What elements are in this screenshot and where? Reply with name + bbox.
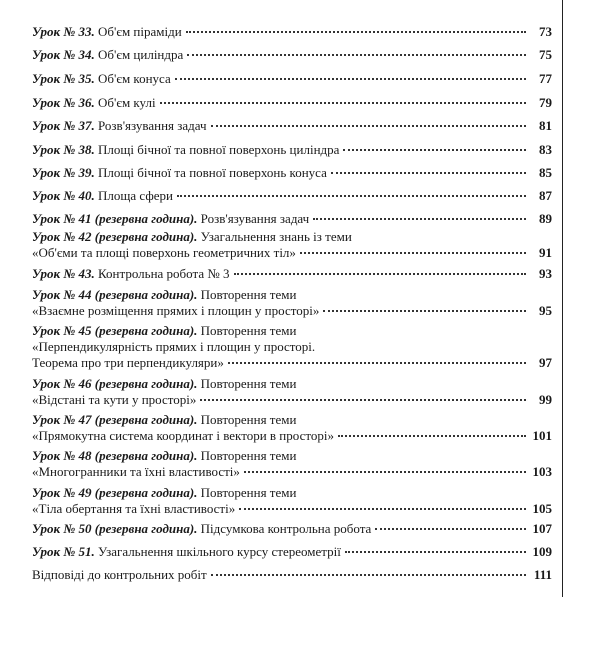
dot-leader — [187, 53, 526, 56]
dot-leader — [300, 251, 526, 254]
page-number: 107 — [532, 521, 552, 536]
lesson-title: Об'єм конуса — [98, 71, 171, 86]
dot-leader — [200, 398, 526, 401]
reserve-hour-note: (резервна година). — [94, 485, 198, 500]
lesson-title: Повторення теми — [200, 485, 297, 500]
lesson-number: Урок № 34. — [32, 47, 95, 62]
page-number: 99 — [539, 392, 552, 407]
page-number: 111 — [533, 567, 552, 582]
toc-entry-38[interactable] — [32, 142, 552, 158]
toc-entry-49[interactable] — [32, 485, 552, 517]
lesson-number: Урок № 51. — [32, 544, 95, 559]
reserve-hour-note: (резервна година). — [94, 412, 198, 427]
toc-entry-46[interactable] — [32, 376, 552, 408]
toc-entry-37[interactable] — [32, 118, 552, 134]
lesson-title: Повторення теми — [200, 323, 297, 338]
toc-entry-43[interactable] — [32, 266, 552, 282]
page-number: 97 — [539, 355, 552, 370]
toc-entry-42[interactable] — [32, 229, 552, 261]
lesson-title-continued: «Взаємне розміщення прямих і площин у просторі» — [32, 303, 320, 318]
dot-leader — [323, 309, 526, 312]
lesson-title: Повторення теми — [200, 448, 297, 463]
lesson-title: Об'єм циліндра — [98, 47, 184, 62]
toc-entry-44[interactable] — [32, 287, 552, 319]
toc-entry-39[interactable] — [32, 165, 552, 181]
lesson-title: Розв'язування задач — [98, 118, 207, 133]
lesson-number: Урок № 44 — [32, 287, 92, 302]
lesson-title: Площі бічної та повної поверхонь конуса — [98, 165, 327, 180]
lesson-title-continued: «Прямокутна система координат і вектори в просторі» — [32, 428, 334, 443]
dot-leader — [244, 470, 526, 473]
dot-leader — [331, 171, 526, 174]
page-number: 75 — [539, 47, 552, 62]
dot-leader — [186, 30, 526, 33]
page-number: 81 — [539, 118, 552, 133]
lesson-number: Урок № 38. — [32, 142, 95, 157]
dot-leader — [234, 272, 526, 275]
lesson-title-continued: «Відстані та кути у просторі» — [32, 392, 197, 407]
lesson-title-continued: «Перпендикулярність прямих і площин у просторі. — [32, 339, 316, 354]
toc-entry-40[interactable] — [32, 188, 552, 204]
lesson-title: Узагальнення шкільного курсу стереометрії — [98, 544, 341, 559]
page-number: 93 — [539, 266, 552, 281]
reserve-hour-note: (резервна година). — [94, 448, 198, 463]
lesson-number: Урок № 46 — [32, 376, 92, 391]
lesson-number: Урок № 48 — [32, 448, 92, 463]
toc-entry-answers[interactable] — [32, 567, 552, 583]
lesson-title: Площа сфери — [98, 188, 174, 203]
dot-leader — [160, 101, 526, 104]
dot-leader — [343, 148, 526, 151]
lesson-number: Урок № 47 — [32, 412, 92, 427]
dot-leader — [345, 550, 526, 553]
dot-leader — [175, 77, 526, 80]
lesson-number: Урок № 41 — [32, 211, 92, 226]
toc-entry-33[interactable] — [32, 24, 552, 40]
page-number: 83 — [539, 142, 552, 157]
lesson-title-continued: «Тіла обертання та їхні властивості» — [32, 501, 236, 516]
lesson-title-continued: Теорема про три перпендикуляри» — [32, 355, 224, 370]
lesson-title: Площі бічної та повної поверхонь циліндра — [98, 142, 340, 157]
page-number: 77 — [539, 71, 552, 86]
dot-leader — [239, 507, 526, 510]
lesson-title: Підсумкова контрольна робота — [200, 521, 372, 536]
dot-leader — [338, 434, 526, 437]
lesson-title: Повторення теми — [200, 412, 297, 427]
page-border-line — [562, 0, 563, 597]
section-title: Відповіді до контрольних робіт — [32, 567, 207, 582]
lesson-title: Повторення теми — [200, 287, 297, 302]
toc-entry-47[interactable] — [32, 412, 552, 444]
lesson-number: Урок № 35. — [32, 71, 95, 86]
lesson-number: Урок № 37. — [32, 118, 95, 133]
dot-leader — [211, 124, 526, 127]
dot-leader — [228, 361, 526, 364]
lesson-number: Урок № 42 — [32, 229, 92, 244]
lesson-title: Розв'язування задач — [200, 211, 310, 226]
toc-entry-34[interactable] — [32, 47, 552, 63]
toc-entry-36[interactable] — [32, 95, 552, 111]
page-number: 109 — [532, 544, 552, 559]
lesson-number: Урок № 39. — [32, 165, 95, 180]
lesson-number: Урок № 36. — [32, 95, 95, 110]
lesson-number: Урок № 43. — [32, 266, 95, 281]
page-number: 89 — [539, 211, 552, 226]
lesson-title-continued: «Об'єми та площі поверхонь геометричних тіл» — [32, 245, 296, 260]
dot-leader — [211, 573, 526, 576]
lesson-number: Урок № 49 — [32, 485, 92, 500]
lesson-title-continued: «Многогранники та їхні властивості» — [32, 464, 240, 479]
dot-leader — [177, 194, 526, 197]
page-number: 79 — [539, 95, 552, 110]
reserve-hour-note: (резервна година). — [94, 323, 198, 338]
lesson-title: Об'єм кулі — [98, 95, 156, 110]
lesson-title: Узагальнення знань із теми — [200, 229, 352, 244]
reserve-hour-note: (резервна година). — [94, 376, 198, 391]
toc-entry-41[interactable] — [32, 211, 552, 227]
toc-entry-45[interactable] — [32, 323, 552, 371]
lesson-title: Контрольна робота № 3 — [98, 266, 230, 281]
page-number: 91 — [539, 245, 552, 260]
reserve-hour-note: (резервна година). — [94, 229, 198, 244]
lesson-title: Повторення теми — [200, 376, 297, 391]
page-number: 105 — [532, 501, 552, 516]
lesson-number: Урок № 50 — [32, 521, 92, 536]
reserve-hour-note: (резервна година). — [94, 287, 198, 302]
lesson-number: Урок № 40. — [32, 188, 95, 203]
dot-leader — [313, 217, 526, 220]
lesson-title: Об'єм піраміди — [98, 24, 182, 39]
lesson-number: Урок № 33. — [32, 24, 95, 39]
dot-leader — [375, 527, 526, 530]
lesson-number: Урок № 45 — [32, 323, 92, 338]
toc-entry-51[interactable] — [32, 544, 552, 560]
reserve-hour-note: (резервна година). — [94, 211, 198, 226]
toc-entry-50[interactable] — [32, 521, 552, 537]
page-number: 101 — [532, 428, 552, 443]
page-number: 103 — [532, 464, 552, 479]
reserve-hour-note: (резервна година). — [94, 521, 198, 536]
page-number: 87 — [539, 188, 552, 203]
toc-entry-48[interactable] — [32, 448, 552, 480]
page-number: 95 — [539, 303, 552, 318]
page-number: 85 — [539, 165, 552, 180]
page-number: 73 — [539, 24, 552, 39]
toc-entry-35[interactable] — [32, 71, 552, 87]
